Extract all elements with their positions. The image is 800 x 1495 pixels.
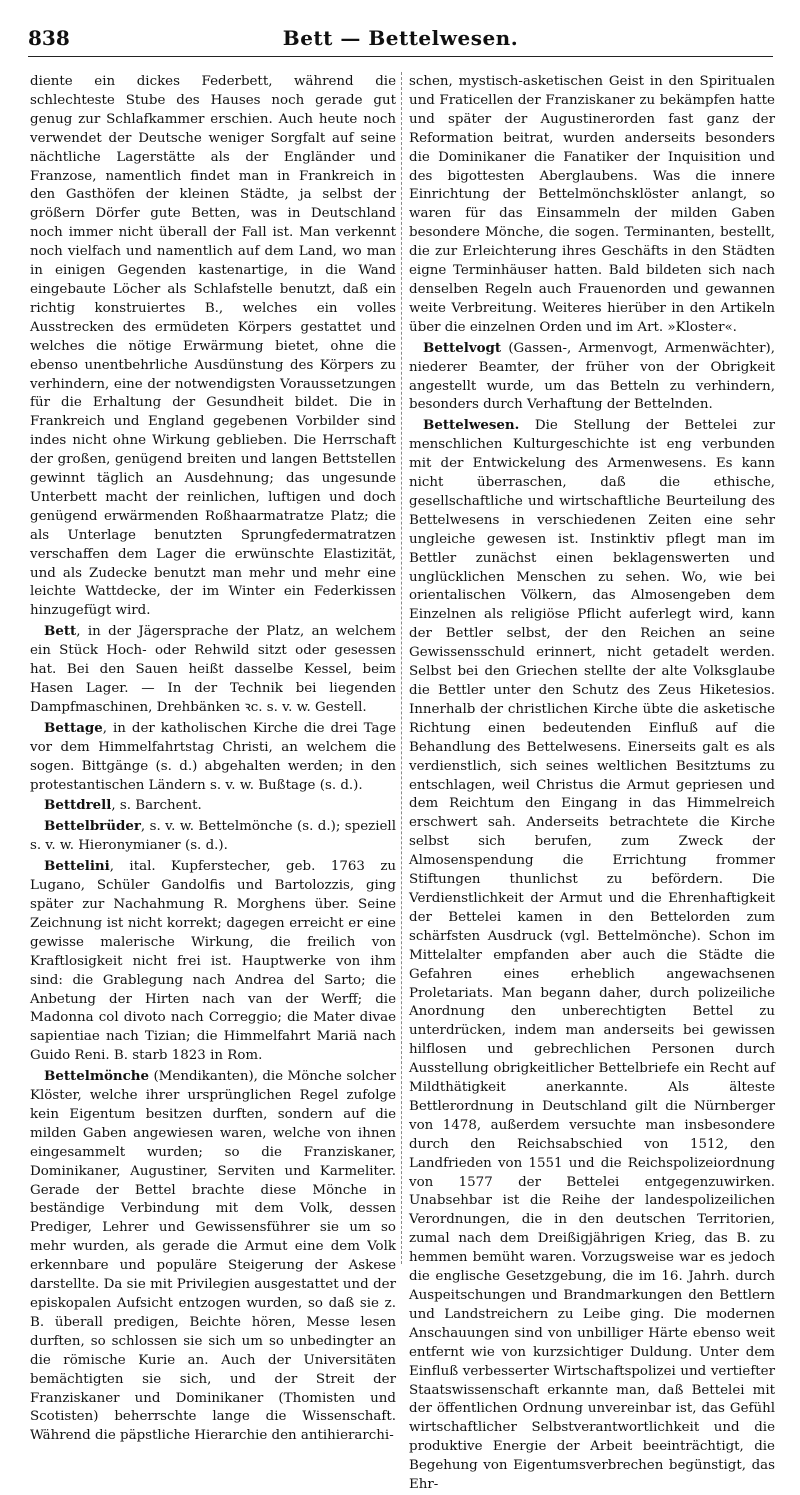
page-number: 838	[28, 26, 70, 50]
entry-text: (Gassen-, Armenvogt, Armenwächter), niederer Beamter, der früher von der Obrigkeit angestellt wurde, um das Betteln zu verhindern, besonders durch Verhaftung der Bettelnden.	[409, 340, 775, 413]
entry-text: , in der Jägersprache der Platz, an welchem ein Stück Hoch- oder Rehwild sitzt oder gesessen hat. Bei den Sauen heißt dasselbe Kessel, beim Hasen Lager. — In der Technik bei liegenden Dampfmaschinen, Drehbänken ꝛc. s. v. w. Gestell.	[30, 624, 396, 715]
entry-headword: Bettelwesen.	[423, 417, 520, 434]
entry-paragraph	[30, 796, 396, 816]
entry-text: , in der katholischen Kirche die drei Tage vor dem Himmelfahrtstag Christi, an welchem die sogen. Bittgänge (s. d.) abgehalten werden; in den protestantischen Ländern s. v. w. Bußtage (s. d.).	[30, 720, 396, 793]
entry-headword: Bettelini	[44, 858, 110, 875]
entry-paragraph	[30, 817, 396, 856]
page-header	[28, 26, 773, 57]
entry-paragraph	[30, 1067, 396, 1446]
entry-text: diente ein dickes Federbett, während die schlechteste Stube des Hauses noch gerade gut genug zur Schlafkammer erschien. Auch heute noch verwendet der Deutsche weniger Sorgfalt auf seine nächtliche Lagerstätte als der Engländer und Franzose, namentlich findet man in Frankreich in den Gasthöfen der kleinen Städte, ja selbst der größern Dörfer gute Betten, was in Deutschland noch immer nicht überall der Fall ist. Man verkennt noch vielfach und namentlich auf dem Land, wo man in einigen Gegenden kastenartige, in die Wand eingebaute Löcher als Schlafstelle benutzt, daß ein richtig konstruiertes B., welches ein volles Ausstrecken des ermüdeten Körpers gestattet und welches die nötige Erwärmung bietet, ohne die ebenso unentbehrliche Ausdünstung des Körpers zu verhindern, eine der notwendigsten Voraussetzungen für die Erhaltung der Gesundheit bildet. Die in Frankreich und England gegebenen Vorbilder sind indes nicht ohne Wirkung geblieben. Die Herrschaft der großen, genügend breiten und langen Bettstellen gewinnt täglich an Ausdehnung; das ungesunde Unterbett macht der reinlichen, luftigen und doch genügend erwärmenden Roßhaarmatratze Platz; die als Unterlage benutzten Sprungfedermatratzen verschaffen dem Lager die erwünschte Elastizität, und als Zudecke benutzt man mehr und mehr eine leichte Wattdecke, der im Winter ein Federkissen hinzugefügt wird.	[30, 74, 396, 619]
entry-headword: Bettelmönche	[44, 1068, 150, 1085]
left-column	[30, 72, 396, 1444]
column-divider	[401, 72, 403, 1264]
entry-headword: Bettelvogt	[423, 339, 502, 356]
entry-paragraph	[30, 719, 396, 796]
right-column	[409, 72, 775, 1493]
entry-headword: Bettage	[44, 719, 103, 736]
entry-text: Die Stellung der Bettelei zur menschlichen Kulturgeschichte ist eng verbunden mit der Entwickelung des Armenwesens. Es kann nicht überraschen, daß die ethische, gesellschaftliche und wirtschaftliche Beurteilung des Bettelwesens in verschiedenen Zeiten eine sehr ungleiche gewesen ist. Instinktiv pflegt man im Bettler zunächst einen beklagenswerten und unglücklichen Menschen zu sehen. Wo, wie bei orientalischen Völkern, das Almosengeben dem Einzelnen als religiöse Pflicht auferlegt wird, kann der Bettler selbst, der den Reichen an seine Gewissensschuld erinnert, nicht getadelt werden. Selbst bei den Griechen stellte der alte Volksglaube die Bettler unter den Schutz des Zeus Hiketesios. Innerhalb der christlichen Kirche übte die asketische Richtung einen bedeutenden Einfluß auf die Behandlung des Bettelwesens. Einerseits galt es als verdienstlich, sich seines weltlichen Besitztums zu entschlagen, weil Christus die Armut gepriesen und dem Reichtum den Eingang in das Himmelreich erschwert sah. Anderseits betrachtete die Kirche selbst sich berufen, zum Zweck der Almosenspendung die Errichtung frommer Stiftungen thunlichst zu befördern. Die Verdienstlichkeit der Armut und die Ehrenhaftigkeit der Bettelei kamen in den Bettelorden zum schärfsten Ausdruck (vgl. Bettelmönche). Schon im Mittelalter empfanden aber auch die Städte die Gefahren eines erheblich angewachsenen Proletariats. Man begann daher, durch polizeiliche Anordnung den unberechtigten Bettel zu unterdrücken, indem man anderseits bei gewissen hilflosen und gebrechlichen Personen durch Ausstellung obrigkeitlicher Bettelbriefe ein Recht auf Mildthätigkeit anerkannte. Als älteste Bettlerordnung in Deutschland gilt die Nürnberger von 1478, außerdem versuchte man insbesondere durch den Reichsabschied von 1512, den Landfrieden von 1551 und die Reichspolizeiordnung von 1577 der Bettelei entgegenzuwirken. Unabsehbar ist die Reihe der landespolizeilichen Verordnungen, die in den deutschen Territorien, zumal nach dem Dreißigjährigen Krieg, das B. zu hemmen bemüht waren. Vorzugsweise war es jedoch die englische Gesetzgebung, die im 16. Jahrh. durch Auspeitschungen und Brandmarkungen den Bettlern und Landstreichern zu Leibe ging. Die modernen Anschauungen sind von unbilliger Härte ebenso weit entfernt wie von kurzsichtiger Duldung. Unter dem Einfluß verbesserter Wirtschaftspolizei und vertiefter Staatswissenschaft erkannte man, daß Bettelei mit der öffentlichen Ordnung unvereinbar ist, das Gefühl wirtschaftlicher Selbstverantwortlichkeit und die produktive Energie der Arbeit beeinträchtigt, die Begehung von Eigentumsverbrechen begünstigt, das Ehr-	[409, 418, 775, 1493]
entry-paragraph	[409, 416, 775, 1495]
entry-paragraph	[30, 622, 396, 718]
entry-text: schen, mystisch-asketischen Geist in den Spiritualen und Fraticellen der Franziskaner zu bekämpfen hatte und später der Augustinerorden fast ganz der Reformation beitrat, wurden anderseits besonders die Dominikaner die Fanatiker der Inquisition und des bigottesten Aberglaubens. Was die innere Einrichtung der Bettelmönchsklöster anlangt, so waren für das Einsammeln der milden Gaben besondere Mönche, die sogen. Terminanten, bestellt, die zur Erleichterung ihres Geschäfts in den Städten eigne Terminhäuser hatten. Bald bildeten sich nach denselben Regeln auch Frauenorden und gewannen weite Verbreitung. Weiteres hierüber in den Artikeln über die einzelnen Orden und im Art. »Kloster«.	[409, 74, 775, 335]
entry-paragraph	[30, 857, 396, 1066]
entry-text: (Mendikanten), die Mönche solcher Klöster, welche ihrer ursprünglichen Regel zufolge kein Eigentum besitzen durften, sondern auf die milden Gaben angewiesen waren, welche von ihnen eingesammelt wurden; so die Franziskaner, Dominikaner, Augustiner, Serviten und Karmeliter. Gerade der Bettel brachte diese Mönche in beständige Verbindung mit dem Volk, dessen Prediger, Lehrer und Gewissensführer sie um so mehr wurden, als gerade die Armut eine dem Volk erkennbare und populäre Steigerung der Askese darstellte. Da sie mit Privilegien ausgestattet und der episkopalen Aufsicht entzogen wurden, so daß sie z. B. überall predigen, Beichte hören, Messe lesen durften, so schlossen sie sich um so unbedingter an die römische Kurie an. Auch der Universitäten bemächtigten sie sich, und der Streit der Franziskaner und Dominikaner (Thomisten und Scotisten) beherrschte lange die Wissenschaft. Während die päpstliche Hierarchie den antihierarchi-	[30, 1069, 396, 1444]
entry-text: , s. v. w. Bettelmönche (s. d.); speziell s. v. w. Hieronymianer (s. d.).	[30, 819, 396, 854]
entry-headword: Bettelbrüder	[44, 818, 141, 835]
entry-headword: Bett	[44, 623, 77, 640]
entry-text: , s. Barchent.	[111, 798, 202, 814]
entry-headword: Bettdrell	[44, 797, 112, 814]
running-title: Bett — Bettelwesen.	[282, 26, 519, 50]
entry-text: , ital. Kupferstecher, geb. 1763 zu Lugano, Schüler Gandolfis und Bartolozzis, ging später zur Nachahmung R. Morghens über. Seine Zeichnung ist nicht korrekt; dagegen erreicht er eine gewisse malerische Wirkung, die freilich von Kraftlosigkeit nicht frei ist. Hauptwerke von ihm sind: die Grablegung nach Andrea del Sarto; die Anbetung der Hirten nach van der Werff; die Madonna col divoto nach Correggio; die Mater divae sapientiae nach Tizian; die Himmelfahrt Mariä nach Guido Reni. B. starb 1823 in Rom.	[30, 859, 396, 1064]
entry-paragraph	[409, 339, 775, 416]
entry-paragraph	[30, 72, 396, 621]
entry-paragraph	[409, 72, 775, 338]
